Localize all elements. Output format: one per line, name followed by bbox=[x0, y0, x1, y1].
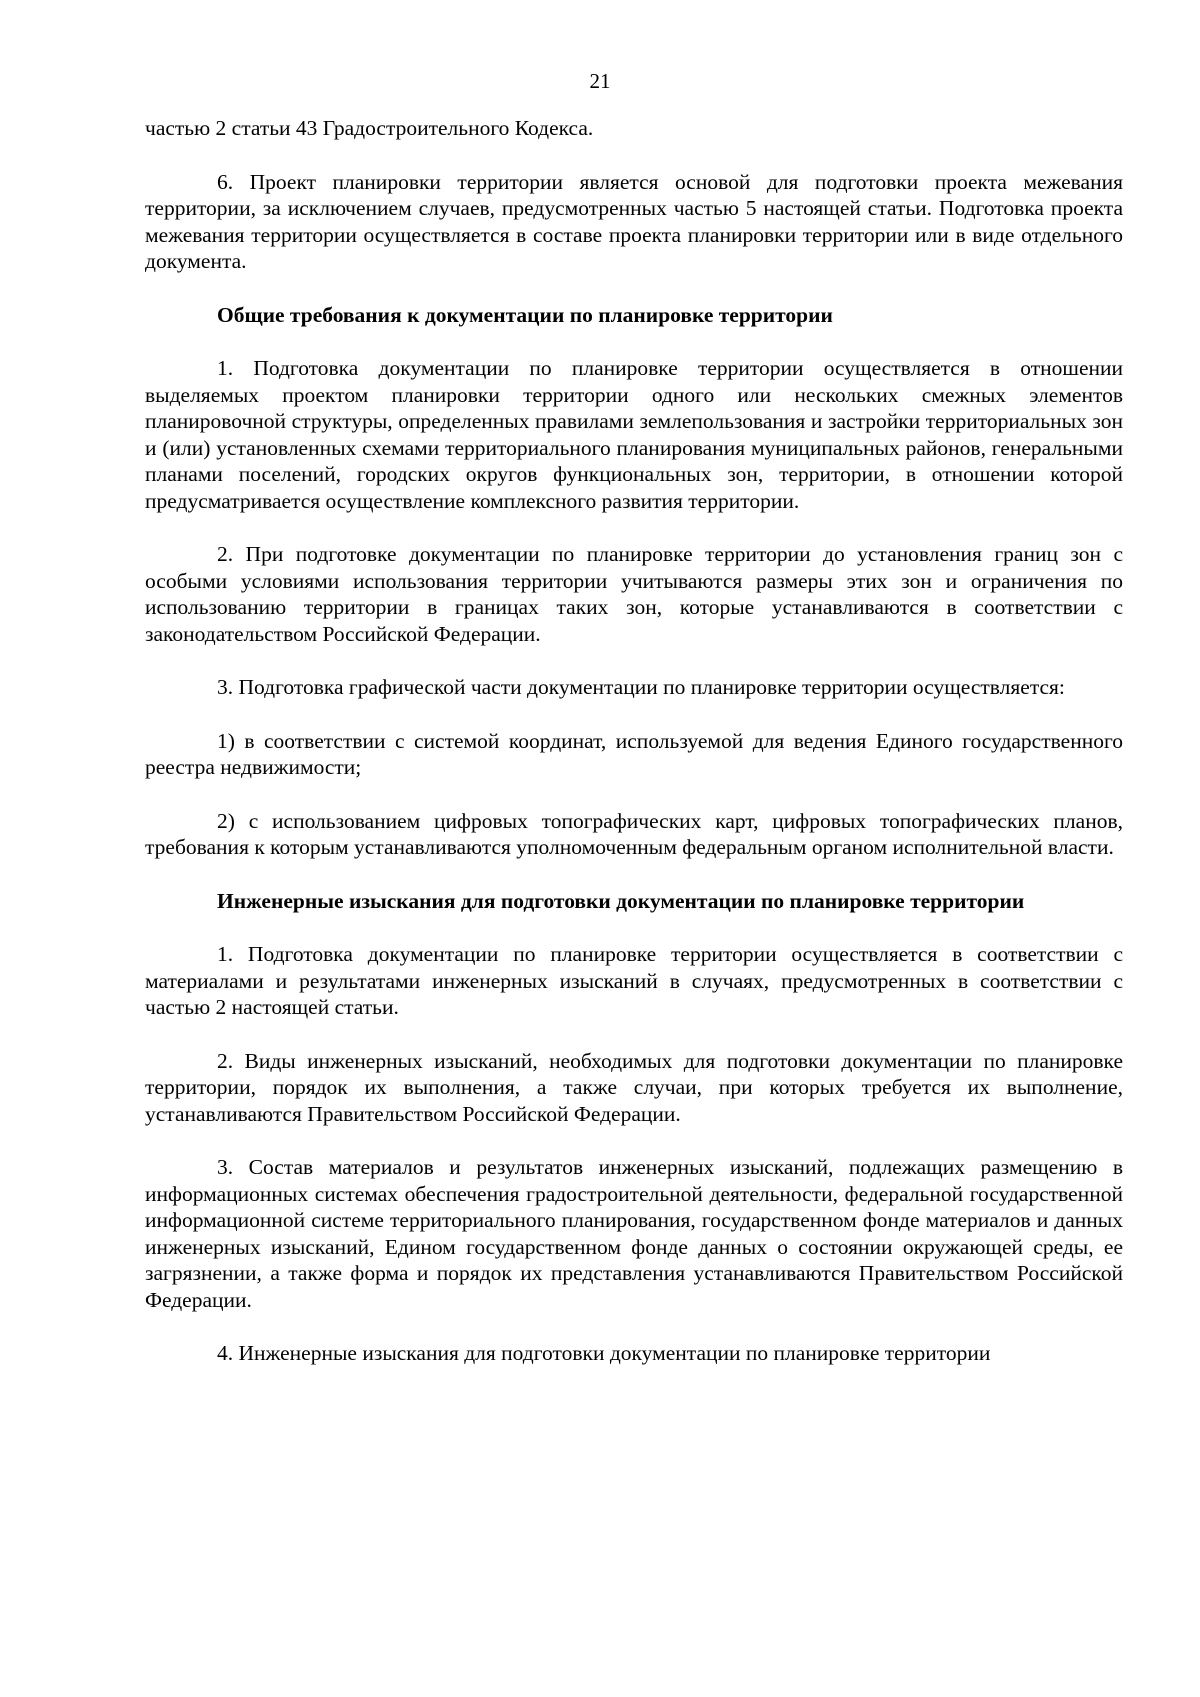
paragraph-2-zones: 2. При подготовке документации по планировке территории до установления границ зон с особыми условиями использования территории учитываются размеры этих зон и ограничения по использованию территории в границах таких зон, которые устанавливаются в соответствии с законодательством Российской Федерации. bbox=[145, 542, 1123, 646]
section-heading-engineering-surveys: Инженерные изыскания для подготовки документации по планировке территории bbox=[217, 888, 1025, 913]
document-body bbox=[145, 115, 1123, 1367]
paragraph-4-surveys-start: 4. Инженерные изыскания для подготовки документации по планировке территории bbox=[217, 1341, 991, 1365]
page-number: 21 bbox=[589, 69, 611, 93]
list-item-2-digital-maps: 2) с использованием цифровых топографических карт, цифровых топографических планов, требования к которым устанавливаются уполномоченным федеральным органом исполнительной власти. bbox=[145, 808, 1123, 859]
list-item-1-coordinates: 1) в соответствии с системой координат, используемой для ведения Единого государственного реестра недвижимости; bbox=[145, 728, 1123, 779]
paragraph-1-preparation: 1. Подготовка документации по планировке территории осуществляется в отношении выделяемых проектом планировки территории одного или нескольких смежных элементов планировочной структуры, определенных правилами землепользования и застройки территориальных зон и (или) установленных схемами территориального планирования муниципальных районов, генеральными планами поселений, городских округов функциональных зон, территории, в отношении которой предусматривается осуществление комплексного развития территории. bbox=[145, 356, 1123, 513]
paragraph-2-survey-types: 2. Виды инженерных изысканий, необходимых для подготовки документации по планировке территории, порядок их выполнения, а также случаи, при которых требуется их выполнение, устанавливаются Правительством Российской Федерации. bbox=[145, 1048, 1123, 1126]
paragraph-6-project-planning: 6. Проект планировки территории является основой для подготовки проекта межевания территории, за исключением случаев, предусмотренных частью 5 настоящей статьи. Подготовка проекта межевания территории осуществляется в составе проекта планировки территории или в виде отдельного документа. bbox=[145, 169, 1123, 273]
paragraph-1-surveys-basis: 1. Подготовка документации по планировке территории осуществляется в соответствии с материалами и результатами инженерных изысканий в случаях, предусмотренных в соответствии с частью 2 настоящей статьи. bbox=[145, 942, 1123, 1019]
section-heading-general-requirements: Общие требования к документации по планировке территории bbox=[217, 302, 833, 327]
paragraph-3-graphic-part: 3. Подготовка графической части документации по планировке территории осуществляется: bbox=[217, 675, 1065, 699]
paragraph-3-survey-materials: 3. Состав материалов и результатов инженерных изысканий, подлежащих размещению в информационных системах обеспечения градостроительной деятельности, федеральной государственной информационной системе территориального планирования, государственном фонде материалов и данных инженерных изысканий, Едином государственном фонде данных о состоянии окружающей среды, ее загрязнении, а также форма и порядок их представления устанавливаются Правительством Российской Федерации. bbox=[145, 1155, 1123, 1312]
paragraph-continuation: частью 2 статьи 43 Градостроительного Кодекса. bbox=[145, 116, 594, 140]
